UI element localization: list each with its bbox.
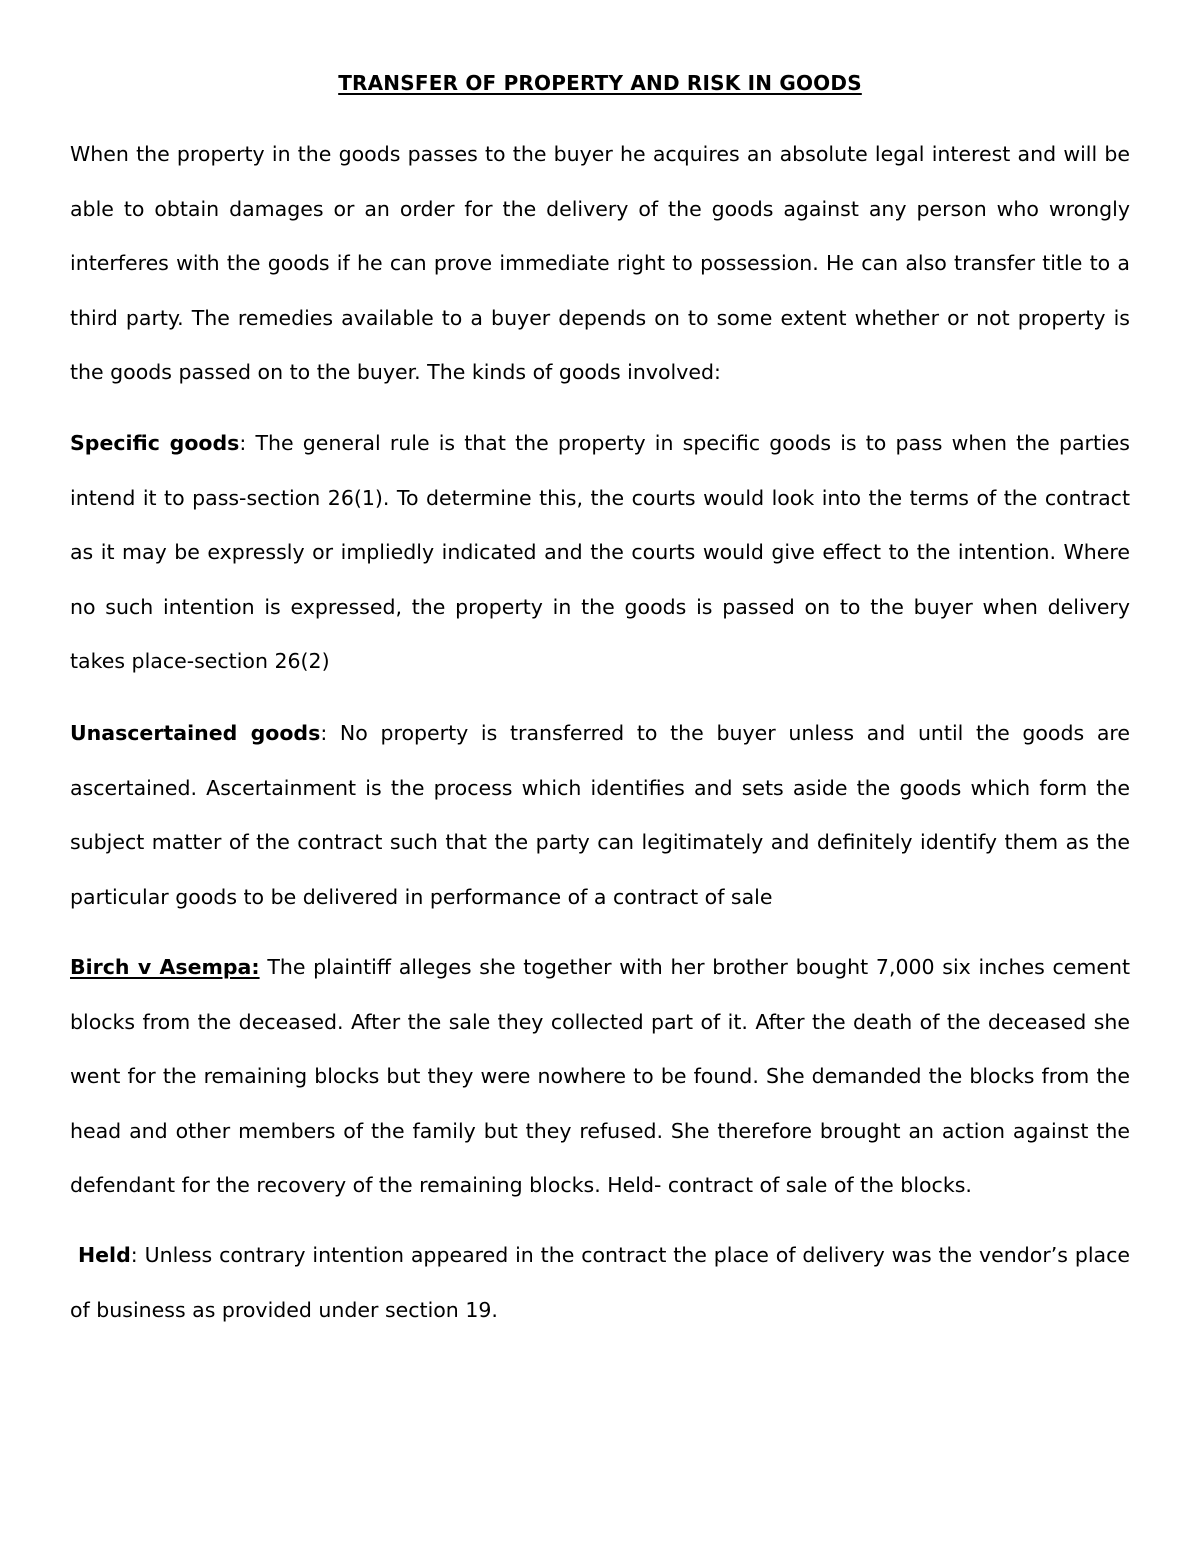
unascertained-goods-separator: :	[320, 721, 328, 745]
held-heading: Held	[78, 1243, 131, 1267]
unascertained-goods-heading: Unascertained goods	[70, 721, 321, 745]
case-heading: Birch v Asempa:	[70, 955, 260, 979]
unascertained-goods-body: No property is transferred to the buyer unless and until the goods are ascertained. Ascertainment is the process which identifies and sets aside the goods which form the subject matter of the contract such that the party can legitimately and definitely identify them as the particular goods to be delivered in performance of a contract of sale	[70, 721, 1130, 909]
intro-paragraph	[70, 127, 1130, 400]
held-separator: :	[130, 1243, 138, 1267]
case-body: The plaintiff alleges she together with her brother bought 7,000 six inches cement blocks from the deceased. After the sale they collected part of it. After the death of the deceased she went for the remaining blocks but they were nowhere to be found. She demanded the blocks from the head and other members of the family but they refused. She therefore brought an action against the defendant for the recovery of the remaining blocks. Held- contract of sale of the blocks.	[70, 955, 1130, 1197]
held-body: Unless contrary intention appeared in the contract the place of delivery was the vendor’s place of business as provided under section 19.	[70, 1243, 1130, 1322]
document-title: TRANSFER OF PROPERTY AND RISK IN GOODS	[338, 71, 862, 95]
specific-goods-heading: Specific goods	[70, 431, 240, 455]
specific-goods-body: The general rule is that the property in specific goods is to pass when the parties intend it to pass-section 26(1). To determine this, the courts would look into the terms of the contract as it may be expressly or impliedly indicated and the courts would give effect to the intention. Where no such intention is expressed, the property in the goods is passed on to the buyer when delivery takes place-section 26(2)	[70, 431, 1130, 673]
held-paragraph	[70, 1228, 1130, 1337]
specific-goods-separator: :	[239, 431, 247, 455]
intro-text: When the property in the goods passes to the buyer he acquires an absolute legal interest and will be able to obtain damages or an order for the delivery of the goods against any person who wrongly interferes with the goods if he can prove immediate right to possession. He can also transfer title to a third party. The remedies available to a buyer depends on to some extent whether or not property is the goods passed on to the buyer. The kinds of goods involved:	[70, 142, 1130, 384]
case-paragraph	[70, 940, 1130, 1213]
held-indent	[70, 1243, 78, 1267]
specific-goods-paragraph	[70, 416, 1130, 689]
unascertained-goods-paragraph	[70, 706, 1130, 924]
